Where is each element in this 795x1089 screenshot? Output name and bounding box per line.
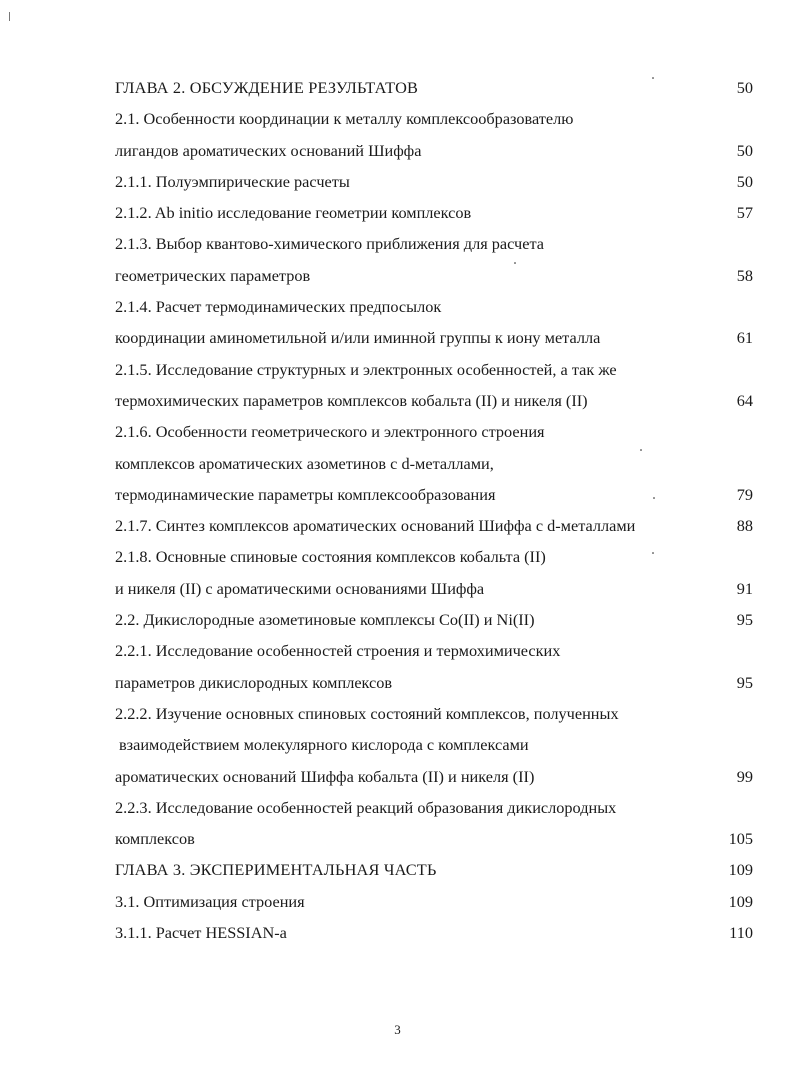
toc-line-chapter-3 (115, 854, 755, 885)
scan-speck (652, 77, 654, 79)
toc-line (115, 197, 755, 228)
toc-entry-text: термохимических параметров комплексов кобальта (II) и никеля (II) (115, 390, 588, 410)
toc-line (115, 103, 755, 134)
toc-entry-text: 2.1.1. Полуэмпирические расчеты (115, 171, 350, 191)
toc-page-number: 88 (736, 516, 753, 536)
toc-page-number: 95 (736, 610, 753, 630)
toc-entry-text: координации аминометильной и/или иминной группы к иону металла (115, 328, 601, 348)
toc-line (115, 823, 755, 854)
toc-page-number: 50 (736, 140, 753, 160)
toc-line (115, 322, 755, 353)
toc-line (115, 635, 755, 666)
toc-page-number: 64 (736, 390, 753, 410)
toc-page-number: 91 (736, 578, 753, 598)
toc-entry-text: комплексов (115, 829, 195, 849)
toc-line (115, 385, 755, 416)
toc-page-number: 99 (736, 766, 753, 786)
toc-line (115, 886, 755, 917)
toc-entry-text: и никеля (II) с ароматическими основаниями Шиффа (115, 578, 485, 598)
scan-speck (652, 552, 654, 554)
toc-page-number: 58 (736, 265, 753, 285)
toc-entry-text: 2.2.1. Исследование особенностей строения и термохимических (115, 641, 561, 661)
toc-entry-text: 2.1.2. Ab initio исследование геометрии комплексов (115, 203, 472, 223)
toc-line (115, 260, 755, 291)
scan-speck (653, 497, 655, 499)
toc-entry-text: 2.1.3. Выбор квантово-химического приближения для расчета (115, 234, 544, 254)
toc-line (115, 541, 755, 572)
toc-entry-text: 2.2.3. Исследование особенностей реакций образования дикислородных (115, 797, 617, 817)
toc-line-chapter-2 (115, 72, 755, 103)
toc-line (115, 792, 755, 823)
toc-line (115, 354, 755, 385)
toc-page-number: 50 (736, 78, 753, 97)
toc-page-number: 110 (729, 923, 753, 943)
toc-line (115, 228, 755, 259)
scan-edge-mark (9, 12, 10, 21)
toc-entry-text: 2.1.8. Основные спиновые состояния комплексов кобальта (II) (115, 547, 546, 567)
toc-line (115, 761, 755, 792)
toc-entry-text: 2.2.2. Изучение основных спиновых состояний комплексов, полученных (115, 703, 619, 723)
toc-line (115, 667, 755, 698)
toc-entry-text: 3.1.1. Расчет HESSIAN-а (115, 923, 287, 943)
toc-entry-text: лигандов ароматических оснований Шиффа (115, 140, 422, 160)
toc-entry-text: 2.1.6. Особенности геометрического и электронного строения (115, 422, 545, 442)
page-number: 3 (394, 1022, 401, 1037)
toc-entry-text: комплексов ароматических азометинов с d-металлами, (115, 453, 494, 473)
toc-entry-text: 2.1.5. Исследование структурных и электронных особенностей, а так же (115, 359, 617, 379)
toc-line (115, 510, 755, 541)
toc-line (115, 698, 755, 729)
toc-page-number: 109 (728, 860, 753, 880)
toc-entry-text: 2.1. Особенности координации к металлу комплексообразователю (115, 109, 574, 129)
toc-entry-text: 3.1. Оптимизация строения (115, 891, 305, 911)
toc-page-number: 109 (728, 891, 753, 911)
toc-entry-text: 2.2. Дикислородные азометиновые комплексы Co(II) и Ni(II) (115, 610, 535, 630)
toc-line (115, 479, 755, 510)
toc-entry-text: термодинамические параметры комплексообразования (115, 484, 496, 504)
toc-line (115, 166, 755, 197)
toc-page-number: 105 (728, 829, 753, 849)
toc-line (115, 729, 755, 760)
toc-line (115, 604, 755, 635)
toc-page-number: 61 (736, 328, 753, 348)
toc-entry-text: ароматических оснований Шиффа кобальта (II) и никеля (II) (115, 766, 535, 786)
toc-line (115, 573, 755, 604)
toc-page-number: 79 (736, 484, 753, 504)
scan-speck (640, 449, 642, 451)
toc-entry-text: параметров дикислородных комплексов (115, 672, 393, 692)
toc-line (115, 917, 755, 948)
toc-entry-text: 2.1.4. Расчет термодинамических предпосылок (115, 297, 442, 317)
toc-line (115, 291, 755, 322)
toc-entry-text: ГЛАВА 3. ЭКСПЕРИМЕНТАЛЬНАЯ ЧАСТЬ (115, 860, 437, 880)
toc-page-number: 95 (736, 672, 753, 692)
toc-page-number: 57 (736, 203, 753, 223)
toc-page-number: 50 (736, 171, 753, 191)
table-of-contents (115, 72, 755, 948)
scan-speck (514, 262, 516, 264)
toc-entry-text: ГЛАВА 2. ОБСУЖДЕНИЕ РЕЗУЛЬТАТОВ (115, 78, 419, 97)
toc-entry-text: 2.1.7. Синтез комплексов ароматических оснований Шиффа с d-металлами (115, 516, 636, 536)
toc-line (115, 135, 755, 166)
toc-entry-text: взаимодействием молекулярного кислорода с комплексами (119, 735, 529, 755)
toc-entry-text: геометрических параметров (115, 265, 311, 285)
toc-line (115, 448, 755, 479)
toc-line (115, 416, 755, 447)
